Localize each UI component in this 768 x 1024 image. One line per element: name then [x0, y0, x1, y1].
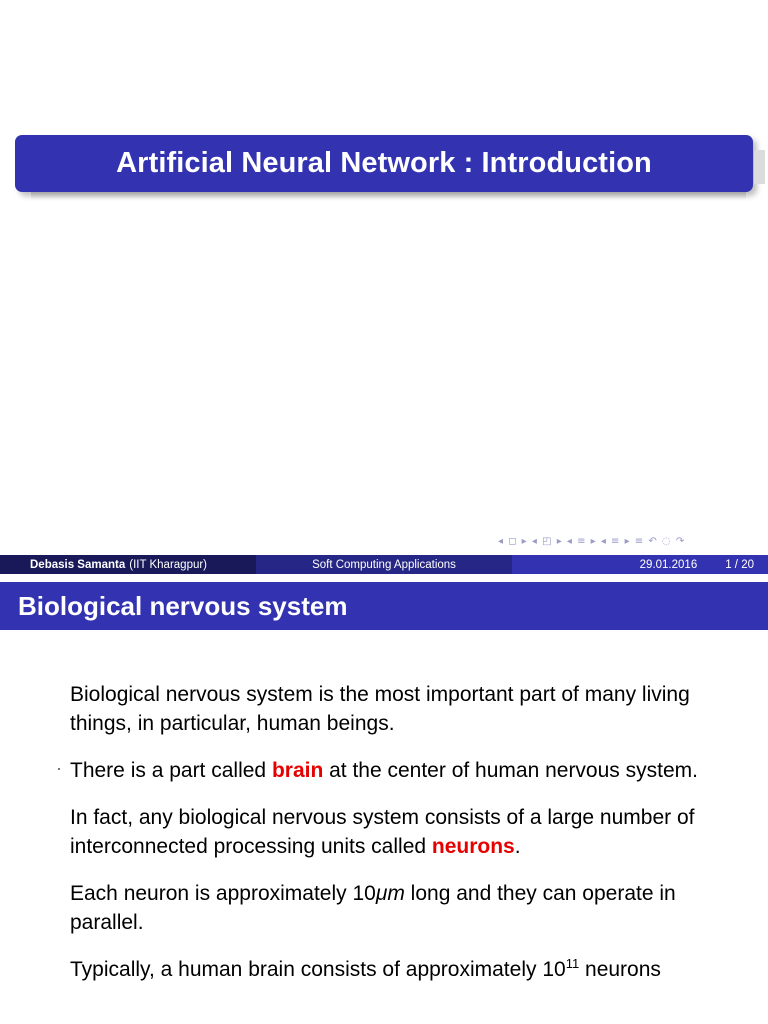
footer-course-cell	[256, 555, 512, 574]
footer-author-cell	[0, 555, 256, 574]
highlight-neurons: neurons	[431, 835, 515, 858]
paragraph-2	[70, 756, 750, 785]
paragraph-1-text: Biological nervous system is the most important part of many living things, in particular, human beings.	[70, 683, 690, 735]
paragraph-5-text-after: neurons	[579, 958, 661, 981]
paragraph-1	[70, 680, 750, 738]
slide-2-header	[0, 582, 768, 630]
page-edge-marker	[753, 150, 765, 184]
beamer-navigation-icons[interactable]: ◂ ◻ ▸ ◂ ◰ ▸ ◂ ≡ ▸ ◂ ≡ ▸ ≡ ↶ ◌ ↷	[498, 536, 686, 547]
paragraph-2-text-before: There is a part called	[70, 759, 272, 782]
paragraph-2-text-after: at the center of human nervous system.	[323, 759, 698, 782]
footer-page-number: 1 / 20	[725, 558, 754, 571]
highlight-brain: brain	[271, 759, 324, 782]
slide-2-title: Biological nervous system	[18, 590, 348, 621]
paragraph-4-text-after: long and they can operate in parallel.	[70, 882, 676, 934]
paragraph-5-text-before: Typically, a human brain consists of approximately 10	[70, 958, 566, 981]
unit-micrometer: μm	[375, 882, 405, 905]
exponent: 11	[565, 956, 580, 971]
footer-meta-cell	[512, 555, 768, 574]
slide-1-title: Artificial Neural Network : Introduction	[116, 147, 652, 179]
paragraph-3-text-before: In fact, any biological nervous system consists of a large number of interconnected processing units called	[70, 806, 695, 858]
stray-dot	[58, 768, 60, 770]
paragraph-4-text-before: Each neuron is approximately 10	[70, 882, 376, 905]
footer-course: Soft Computing Applications	[312, 558, 456, 571]
paragraph-3	[70, 803, 750, 861]
paragraph-5	[70, 955, 750, 984]
footer-date: 29.01.2016	[639, 558, 698, 571]
slide-2-content	[70, 680, 750, 1002]
paragraph-4	[70, 879, 750, 937]
title-block	[15, 135, 753, 192]
paragraph-3-text-after: .	[514, 835, 521, 858]
footer-affiliation: (IIT Kharagpur)	[129, 558, 208, 571]
footer-author: Debasis Samanta	[30, 558, 126, 571]
slide-footer	[0, 555, 768, 574]
